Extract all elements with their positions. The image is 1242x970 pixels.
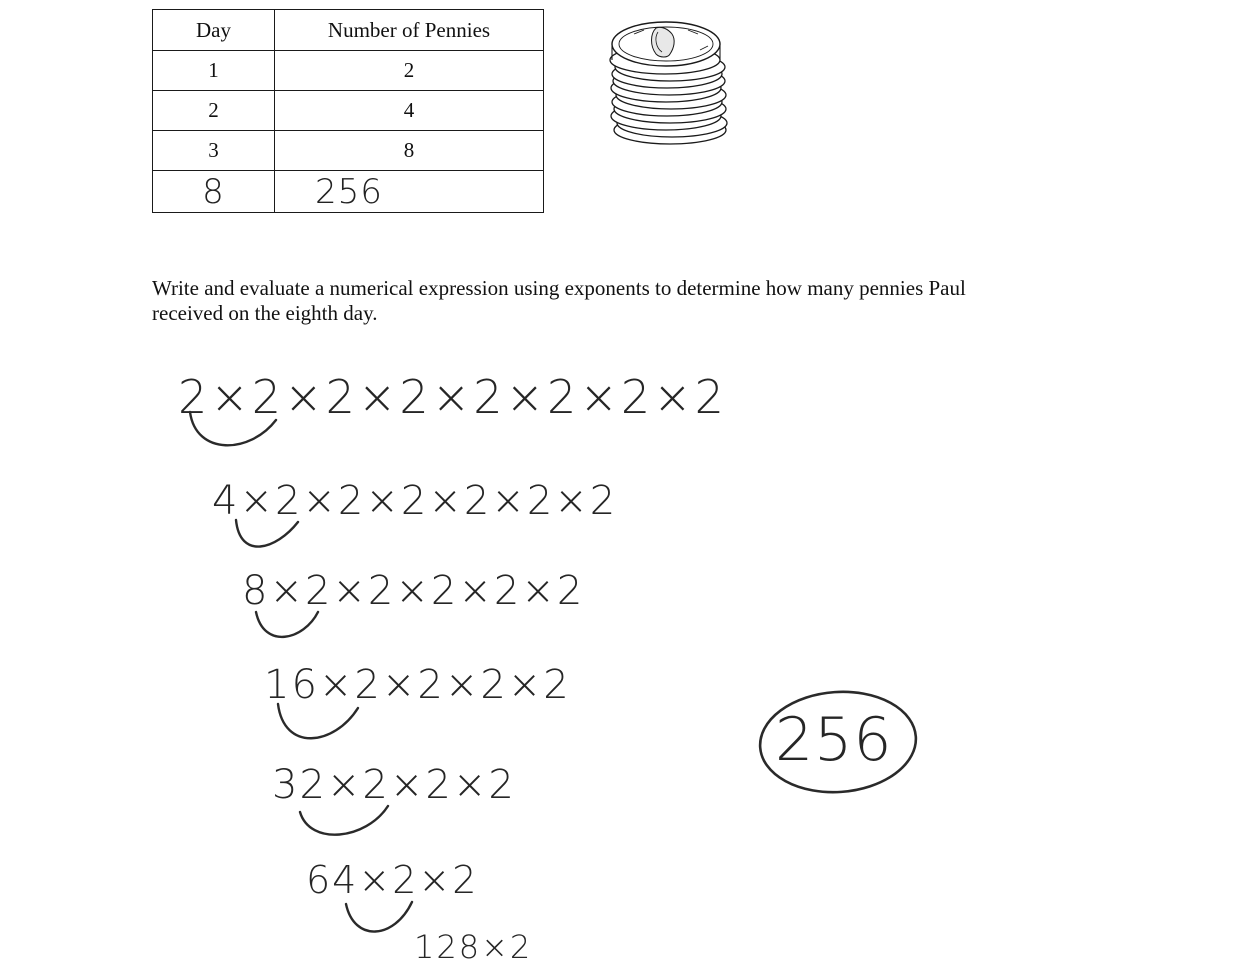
work-line-3: 8×2×2×2×2×2 [242, 568, 585, 614]
cell-pennies: 8 [275, 131, 544, 171]
question-text [152, 276, 1112, 326]
final-answer: 256 [775, 705, 893, 775]
table-row [153, 51, 544, 91]
pair-bracket [278, 704, 358, 738]
header-day: Day [153, 10, 275, 51]
pennies-table [152, 9, 544, 213]
work-line-6: 64×2×2 [306, 858, 479, 902]
work-line-4: 16×2×2×2×2 [264, 662, 571, 708]
work-line-1: 2×2×2×2×2×2×2×2 [178, 370, 727, 424]
table-row [153, 131, 544, 171]
handwritten-pennies: 256 [275, 171, 544, 213]
question-line-1: Write and evaluate a numerical expression using exponents to determine how many pennies Paul [152, 276, 966, 300]
pair-bracket [256, 612, 318, 637]
cell-pennies: 2 [275, 51, 544, 91]
penny-stack-icon [604, 12, 734, 147]
cell-day: 2 [153, 91, 275, 131]
table-row [153, 91, 544, 131]
handwritten-row [153, 171, 544, 213]
pair-bracket [300, 806, 388, 835]
work-line-7: 128×2 [414, 928, 533, 966]
work-line-2: 4×2×2×2×2×2×2 [212, 478, 618, 524]
cell-day: 1 [153, 51, 275, 91]
cell-pennies: 4 [275, 91, 544, 131]
question-line-2: received on the eighth day. [152, 301, 378, 325]
work-line-5: 32×2×2×2 [272, 762, 516, 808]
header-pennies: Number of Pennies [275, 10, 544, 51]
handwritten-day: 8 [153, 171, 275, 213]
pair-bracket [346, 902, 412, 932]
table-header-row [153, 10, 544, 51]
cell-day: 3 [153, 131, 275, 171]
